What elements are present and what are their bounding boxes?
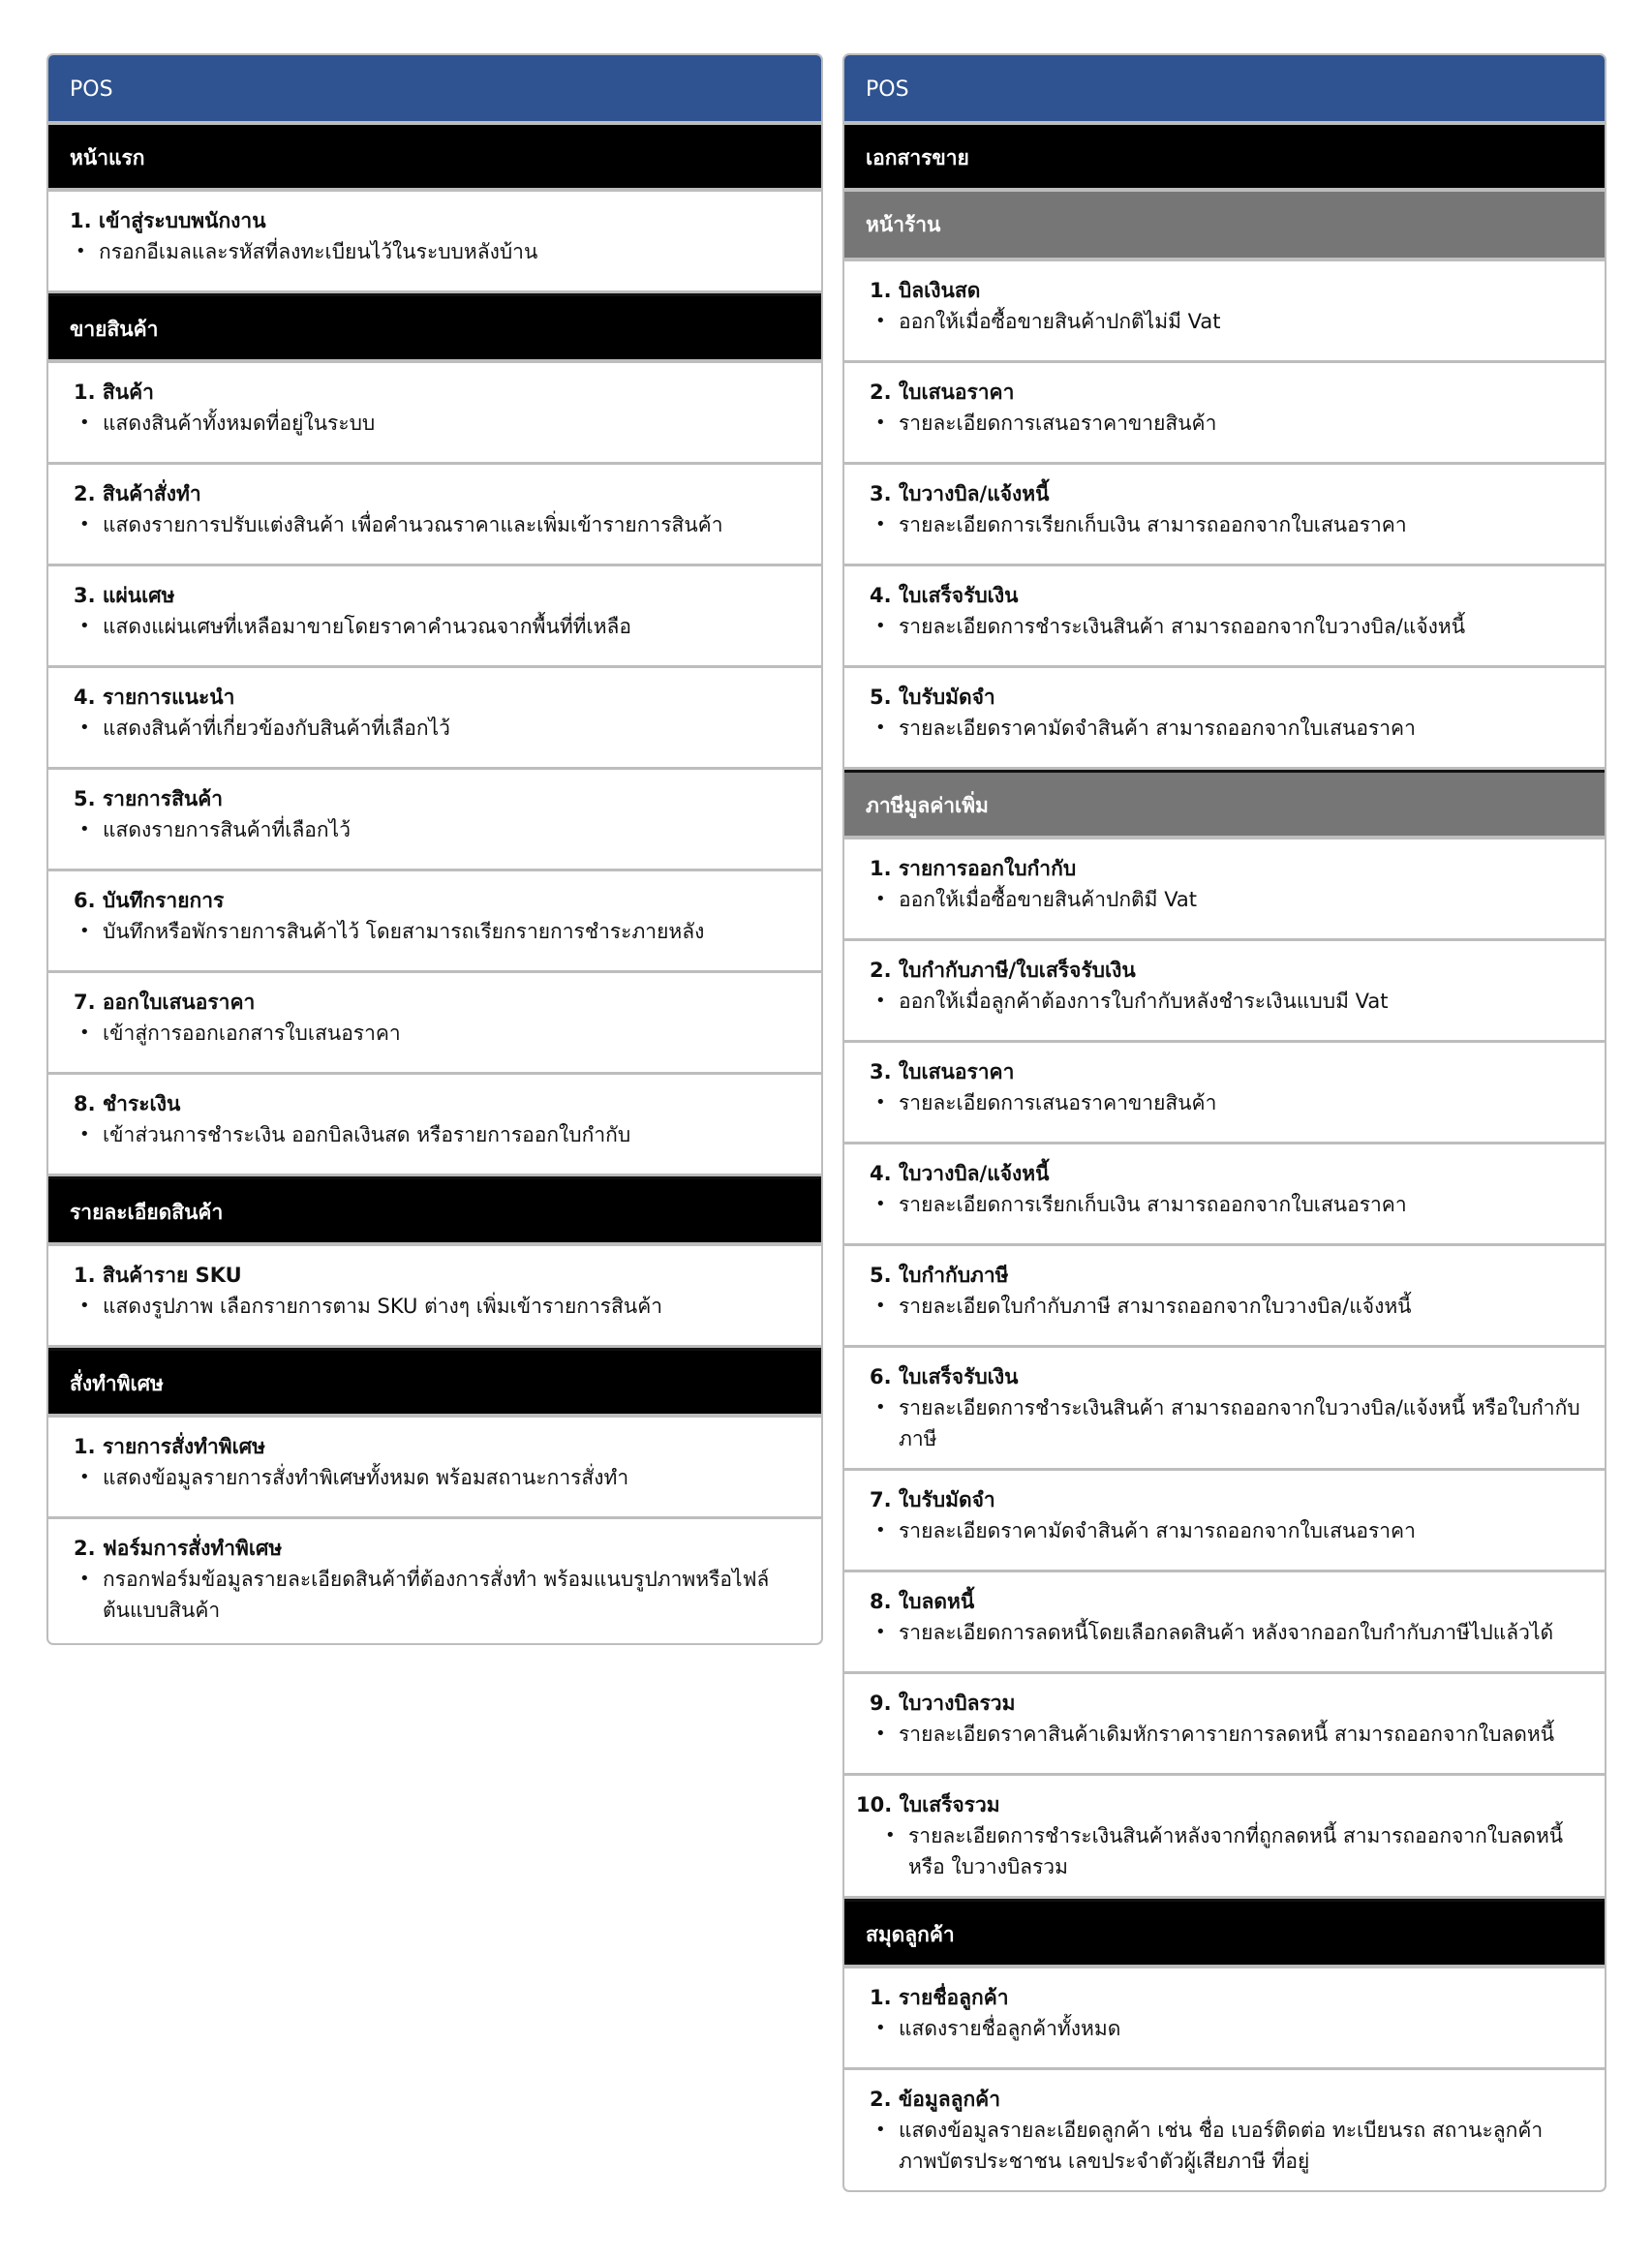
list-item	[844, 668, 1605, 770]
list-item	[48, 770, 821, 871]
item-title: รายการแนะนำ	[102, 686, 235, 709]
item-title: ใบกำกับภาษี/ใบเสร็จรับเงิน	[898, 959, 1136, 982]
item-title: ใบรับมัดจำ	[898, 1488, 995, 1511]
list-item	[844, 1471, 1605, 1572]
item-number: 2.	[870, 2088, 892, 2111]
list-item	[844, 1144, 1605, 1246]
list-item	[48, 668, 821, 770]
bullet-icon: •	[875, 616, 886, 636]
bullet-icon: •	[875, 991, 886, 1011]
list-item	[844, 1674, 1605, 1776]
item-number: 8.	[870, 1590, 892, 1613]
bullet-icon: •	[79, 717, 90, 738]
bullet-icon: •	[79, 819, 90, 839]
list-item	[844, 2070, 1605, 2190]
list-item	[844, 261, 1605, 363]
bullet-icon: •	[79, 921, 90, 941]
item-number: 7.	[870, 1488, 892, 1511]
item-description: รายละเอียดราคาสินค้าเดิมหักราคารายการลดหนี้ สามารถออกจากใบลดหนี้	[899, 1723, 1555, 1746]
item-title: ใบวางบิลรวม	[898, 1692, 1016, 1715]
list-item	[48, 1246, 821, 1348]
bullet-icon: •	[79, 1022, 90, 1043]
item-title: ข้อมูลลูกค้า	[898, 2088, 1001, 2111]
section-header-product-details: รายละเอียดสินค้า	[48, 1176, 821, 1246]
item-title: รายการออกใบกำกับ	[898, 857, 1077, 880]
item-number: 5.	[74, 787, 96, 810]
item-number: 5.	[870, 686, 892, 709]
item-title: รายการสั่งทำพิเศษ	[102, 1435, 265, 1458]
item-number: 6.	[870, 1365, 892, 1388]
item-description: แสดงสินค้าที่เกี่ยวข้องกับสินค้าที่เลือกไว้	[103, 717, 450, 740]
bullet-icon: •	[875, 412, 886, 433]
item-description: บันทึกหรือพักรายการสินค้าไว้ โดยสามารถเรียกรายการชำระภายหลัง	[103, 920, 705, 943]
item-title: ใบเสนอราคา	[898, 381, 1015, 404]
item-number: 1.	[870, 857, 892, 880]
list-item	[844, 465, 1605, 566]
item-title: ใบวางบิล/แจ้งหนี้	[898, 1162, 1050, 1185]
bullet-icon: •	[875, 1194, 886, 1214]
item-number: 1.	[70, 209, 92, 232]
item-description: ออกให้เมื่อลูกค้าต้องการใบกำกับหลังชำระเงินแบบมี Vat	[899, 990, 1389, 1013]
card-title: POS	[48, 55, 821, 125]
item-title: ฟอร์มการสั่งทำพิเศษ	[102, 1537, 283, 1560]
item-title: ใบเสนอราคา	[898, 1060, 1015, 1083]
item-title: ใบลดหนี้	[898, 1590, 975, 1613]
bullet-icon: •	[79, 514, 90, 534]
item-number: 4.	[74, 686, 96, 709]
list-item	[844, 1572, 1605, 1674]
item-description: แสดงข้อมูลรายการสั่งทำพิเศษทั้งหมด พร้อมสถานะการสั่งทำ	[103, 1466, 629, 1489]
item-title: รายชื่อลูกค้า	[898, 1986, 1009, 2009]
bullet-icon: •	[875, 1397, 886, 1418]
item-title: บิลเงินสด	[898, 279, 981, 302]
bullet-icon: •	[79, 1296, 90, 1316]
list-item	[844, 1968, 1605, 2070]
item-title: แผ่นเศษ	[102, 584, 175, 607]
item-description: เข้าสู่การออกเอกสารใบเสนอราคา	[103, 1022, 401, 1045]
item-number: 8.	[74, 1092, 96, 1115]
item-number: 2.	[870, 381, 892, 404]
item-title: บันทึกรายการ	[102, 889, 225, 912]
list-item	[48, 566, 821, 668]
list-item	[48, 973, 821, 1075]
bullet-icon: •	[79, 1467, 90, 1487]
bullet-icon: •	[79, 1124, 90, 1144]
item-description: รายละเอียดราคามัดจำสินค้า สามารถออกจากใบเสนอราคา	[899, 717, 1416, 740]
list-item	[844, 363, 1605, 465]
list-item	[844, 1043, 1605, 1144]
item-description: เข้าส่วนการชำระเงิน ออกบิลเงินสด หรือรายการออกใบกำกับ	[103, 1123, 631, 1146]
item-number: 1.	[870, 279, 892, 302]
list-item	[48, 1519, 821, 1643]
item-description: กรอกฟอร์มข้อมูลรายละเอียดสินค้าที่ต้องการสั่งทำ พร้อมแนบรูปภาพหรือไฟล์ต้นแบบสินค้า	[103, 1568, 770, 1622]
item-number: 2.	[870, 959, 892, 982]
list-item	[844, 1246, 1605, 1348]
list-item	[48, 1418, 821, 1519]
item-title: สินค้า	[102, 381, 154, 404]
item-description: รายละเอียดการเสนอราคาขายสินค้า	[899, 412, 1217, 435]
item-title: เข้าสู่ระบบพนักงาน	[98, 209, 266, 232]
item-description: แสดงแผ่นเศษที่เหลือมาขายโดยราคาคำนวณจากพื้นที่ที่เหลือ	[103, 615, 632, 638]
list-item	[48, 192, 821, 293]
item-number: 10.	[856, 1793, 893, 1816]
item-description: รายละเอียดการเรียกเก็บเงิน สามารถออกจากใบเสนอราคา	[899, 1193, 1407, 1216]
bullet-icon: •	[885, 1825, 896, 1846]
pos-card-right	[842, 53, 1606, 2192]
bullet-icon: •	[875, 1296, 886, 1316]
item-number: 2.	[74, 1537, 96, 1560]
item-title: รายการสินค้า	[102, 787, 224, 810]
section-header-customer-book: สมุดลูกค้า	[844, 1899, 1605, 1968]
item-number: 6.	[74, 889, 96, 912]
item-description: รายละเอียดการเสนอราคาขายสินค้า	[899, 1091, 1217, 1114]
item-description: รายละเอียดราคามัดจำสินค้า สามารถออกจากใบเสนอราคา	[899, 1519, 1416, 1542]
item-title: ใบวางบิล/แจ้งหนี้	[898, 482, 1050, 505]
bullet-icon: •	[875, 1520, 886, 1541]
item-description: แสดงรายการสินค้าที่เลือกไว้	[103, 818, 351, 841]
item-number: 1.	[74, 381, 96, 404]
item-description: รายละเอียดการชำระเงินสินค้า สามารถออกจากใบวางบิล/แจ้งหนี้ หรือใบกำกับภาษี	[899, 1396, 1580, 1450]
item-number: 1.	[74, 1264, 96, 1287]
item-title: ใบกำกับภาษี	[898, 1264, 1009, 1287]
item-description: กรอกอีเมลและรหัสที่ลงทะเบียนไว้ในระบบหลังบ้าน	[99, 240, 538, 263]
bullet-icon: •	[875, 2018, 886, 2038]
bullet-icon: •	[76, 241, 86, 261]
item-description: รายละเอียดการชำระเงินสินค้า สามารถออกจากใบวางบิล/แจ้งหนี้	[899, 615, 1466, 638]
item-description: ออกให้เมื่อซื้อขายสินค้าปกติมี Vat	[899, 888, 1198, 911]
list-item	[48, 1075, 821, 1176]
section-header-sales-documents: เอกสารขาย	[844, 125, 1605, 192]
list-item	[844, 941, 1605, 1043]
list-item	[48, 363, 821, 465]
list-item	[844, 1348, 1605, 1471]
item-title: ใบเสร็จรับเงิน	[898, 1365, 1019, 1388]
card-title: POS	[844, 55, 1605, 125]
item-description: แสดงรูปภาพ เลือกรายการตาม SKU ต่างๆ เพิ่มเข้ารายการสินค้า	[103, 1295, 663, 1318]
section-header-sell-products: ขายสินค้า	[48, 293, 821, 363]
list-item	[48, 465, 821, 566]
bullet-icon: •	[875, 889, 886, 909]
section-header-special-order: สั่งทำพิเศษ	[48, 1348, 821, 1418]
pos-card-left	[46, 53, 823, 1645]
list-item	[844, 566, 1605, 668]
item-number: 3.	[870, 1060, 892, 1083]
list-item	[844, 839, 1605, 941]
item-description: รายละเอียดการลดหนี้โดยเลือกลดสินค้า หลังจากออกใบกำกับภาษีไปแล้วได้	[899, 1621, 1554, 1644]
bullet-icon: •	[875, 514, 886, 534]
item-number: 4.	[870, 584, 892, 607]
list-item	[48, 871, 821, 973]
item-title: สินค้าราย SKU	[102, 1264, 242, 1287]
subsection-header-storefront: หน้าร้าน	[844, 192, 1605, 261]
item-title: ออกใบเสนอราคา	[102, 991, 256, 1014]
item-description: แสดงรายการปรับแต่งสินค้า เพื่อคำนวณราคาและเพิ่มเข้ารายการสินค้า	[103, 513, 723, 536]
item-number: 7.	[74, 991, 96, 1014]
item-description: ออกให้เมื่อซื้อขายสินค้าปกติไม่มี Vat	[899, 310, 1221, 333]
item-number: 1.	[74, 1435, 96, 1458]
list-item	[844, 1776, 1605, 1899]
item-title: ใบเสร็จรวม	[899, 1793, 1000, 1816]
section-header-home: หน้าแรก	[48, 125, 821, 192]
item-description: แสดงรายชื่อลูกค้าทั้งหมด	[899, 2017, 1121, 2040]
bullet-icon: •	[79, 412, 90, 433]
bullet-icon: •	[875, 2120, 886, 2140]
item-number: 4.	[870, 1162, 892, 1185]
bullet-icon: •	[875, 1092, 886, 1113]
bullet-icon: •	[875, 717, 886, 738]
item-description: แสดงข้อมูลรายละเอียดลูกค้า เช่น ชื่อ เบอร์ติดต่อ ทะเบียนรถ สถานะลูกค้า ภาพบัตรประชาชน เลขประจำตัวผู้เสียภาษี ที่อยู่	[899, 2119, 1544, 2173]
subsection-header-vat: ภาษีมูลค่าเพิ่ม	[844, 770, 1605, 839]
item-number: 3.	[870, 482, 892, 505]
item-title: ใบรับมัดจำ	[898, 686, 995, 709]
item-title: ชำระเงิน	[102, 1092, 181, 1115]
item-number: 5.	[870, 1264, 892, 1287]
bullet-icon: •	[79, 616, 90, 636]
item-title: สินค้าสั่งทำ	[102, 482, 201, 505]
item-description: รายละเอียดการชำระเงินสินค้าหลังจากที่ถูกลดหนี้ สามารถออกจากใบลดหนี้ หรือ ใบวางบิลรวม	[908, 1824, 1564, 1878]
item-description: แสดงสินค้าทั้งหมดที่อยู่ในระบบ	[103, 412, 376, 435]
bullet-icon: •	[875, 1622, 886, 1642]
bullet-icon: •	[875, 1724, 886, 1744]
item-number: 3.	[74, 584, 96, 607]
item-number: 2.	[74, 482, 96, 505]
item-number: 1.	[870, 1986, 892, 2009]
item-number: 9.	[870, 1692, 892, 1715]
item-title: ใบเสร็จรับเงิน	[898, 584, 1019, 607]
item-description: รายละเอียดใบกำกับภาษี สามารถออกจากใบวางบิล/แจ้งหนี้	[899, 1295, 1412, 1318]
bullet-icon: •	[79, 1569, 90, 1589]
bullet-icon: •	[875, 311, 886, 331]
item-description: รายละเอียดการเรียกเก็บเงิน สามารถออกจากใบเสนอราคา	[899, 513, 1407, 536]
